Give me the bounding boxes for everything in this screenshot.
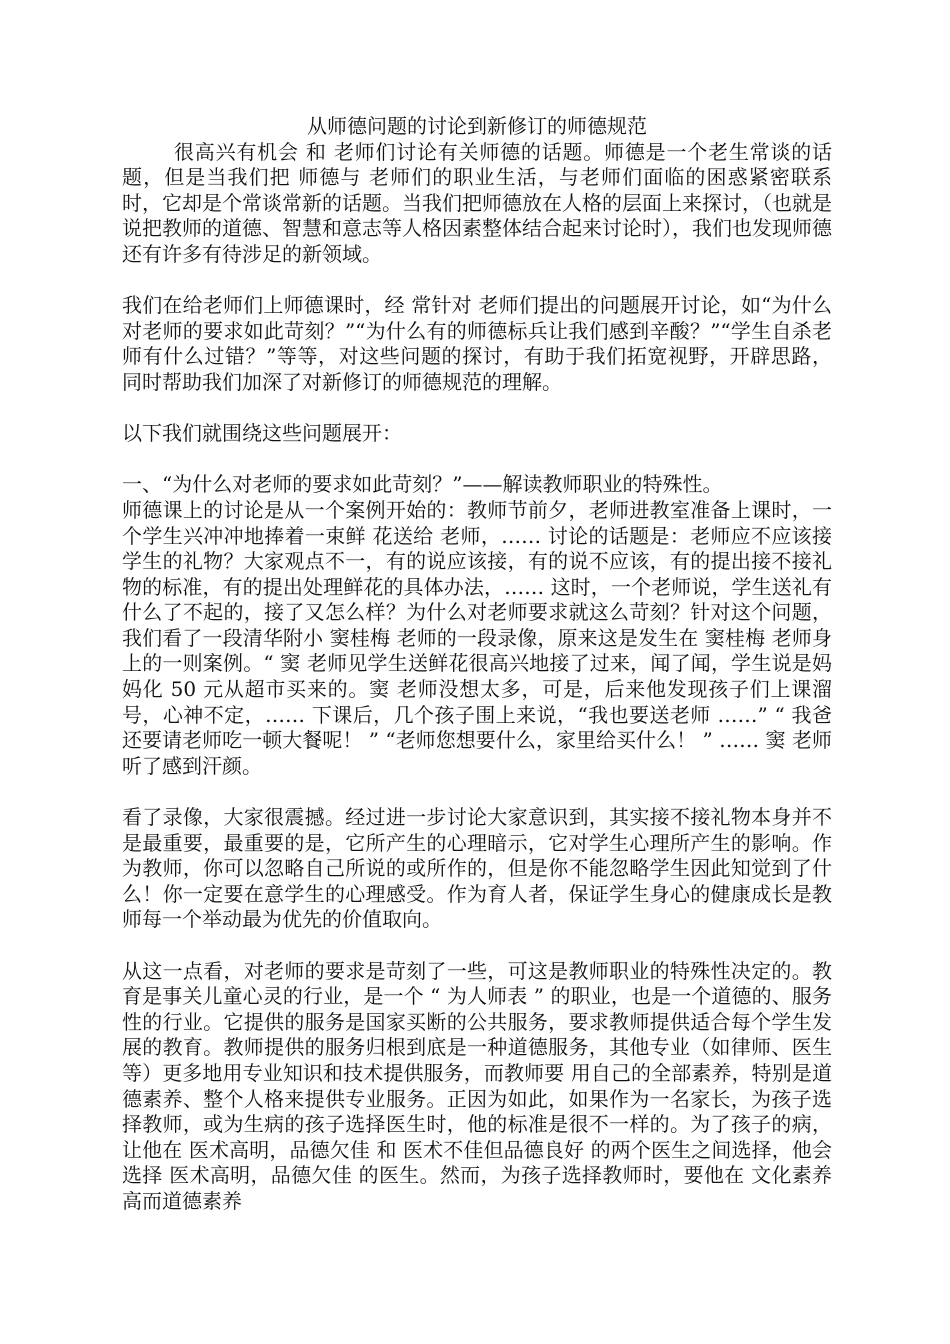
paragraph-gap xyxy=(122,268,832,294)
paragraph-gap xyxy=(122,933,832,959)
section-heading-1: 一、“为什么对老师的要求如此苛刻？”——解读教师职业的特殊性。 xyxy=(122,472,723,497)
paragraph-gap xyxy=(122,396,832,422)
document-title: 从师德问题的讨论到新修订的师德规范 xyxy=(307,114,647,138)
paragraph-gap xyxy=(122,779,832,805)
paragraph-profession: 从这一点看，对老师的要求是苛刻了一些，可这是教师职业的特殊性决定的。教育是事关儿童心灵的行业，是一个 “ 为人师表 ” 的职业，也是一个道德的、服务性的行业。它提供的服务是国家买断的公共服务，要求教师提供适合每个学生发展的教育。教师提供的服务归根到底是一种道德服务，其他专业（如律师、医生等）更多地用专业知识和技术提供服务，而教师要 用自己的全部素养，特别是道德素养、整个人格来提供专业服务。正因为如此，如果作为一名家长，为孩子选择教师，或为生病的孩子选择医生时，他的标准是很不一样的。为了孩子的病，让他在 医术高明，品德欠佳 和 医术不佳但品德良好 的两个医生之间选择，他会选择 医术高明，品德欠佳 的医生。然而，为孩子选择教师时，要他在 文化素养高而道德素养 xyxy=(122,958,832,1213)
paragraph-gap xyxy=(122,447,832,473)
paragraph-reflection: 看了录像，大家很震撼。经过进一步讨论大家意识到，其实接不接礼物本身并不是最重要，最重要的是，它所产生的心理暗示，它对学生心理所产生的影响。作为教师，你可以忽略自己所说的或所作的，但是你不能忽略学生因此知觉到了什么！你一定要在意学生的心理感受。作为育人者，保证学生身心的健康成长是教师每一个举动最为优先的价值取向。 xyxy=(122,805,832,932)
paragraph-lead-in: 以下我们就围绕这些问题展开： xyxy=(122,421,402,446)
paragraph-discussion: 我们在给老师们上师德课时，经 常针对 老师们提出的问题展开讨论，如“为什么对老师的要求如此苛刻？”“为什么有的师德标兵让我们感到辛酸？”“学生自杀老师有什么过错？”等等，对这些问题的探讨，有助于我们拓宽视野，开辟思路，同时帮助我们加深了对新修订的师德规范的理解。 xyxy=(122,293,832,394)
paragraph-intro: 很高兴有机会 和 老师们讨论有关师德的话题。师德是一个老生常谈的话题，但是当我们把 师德与 老师们的职业生活，与老师们面临的困惑紧密联系时，它却是个常谈常新的话题。当我们把师德放在人格的层面上来探讨，（也就是说把教师的道德、智慧和意志等人格因素整体结合起来讨论时），我们也发现师德还有许多有待涉足的新领域。 xyxy=(122,139,832,266)
document-page xyxy=(122,114,832,1215)
paragraph-case-study: 师德课上的讨论是从一个案例开始的：教师节前夕，老师进教室准备上课时，一个学生兴冲冲地捧着一束鲜 花送给 老师，…… 讨论的话题是：老师应不应该接学生的礼物？大家观点不一，有的说应该接，有的说不应该，有的提出接不接礼物的标准，有的提出处理鲜花的具体办法，…… 这时，一个老师说，学生送礼有什么了不起的，接了又怎么样？为什么对老师要求就这么苛刻？针对这个问题，我们看了一段清华附小 窦桂梅 老师的一段录像，原来这是发生在 窦桂梅 老师身上的一则案例。“ 窦 老师见学生送鲜花很高兴地接了过来，闻了闻，学生说是妈妈化 50 元从超市买来的。窦 老师没想太多，可是，后来他发现孩子们上课溜号，心神不定，…… 下课后，几个孩子围上来说，“我也要送老师 ……” “ 我爸还要请老师吃一顿大餐呢！ ” “老师您想要什么，家里给买什么！ ” …… 窦 老师听了感到汗颜。 xyxy=(122,497,832,778)
